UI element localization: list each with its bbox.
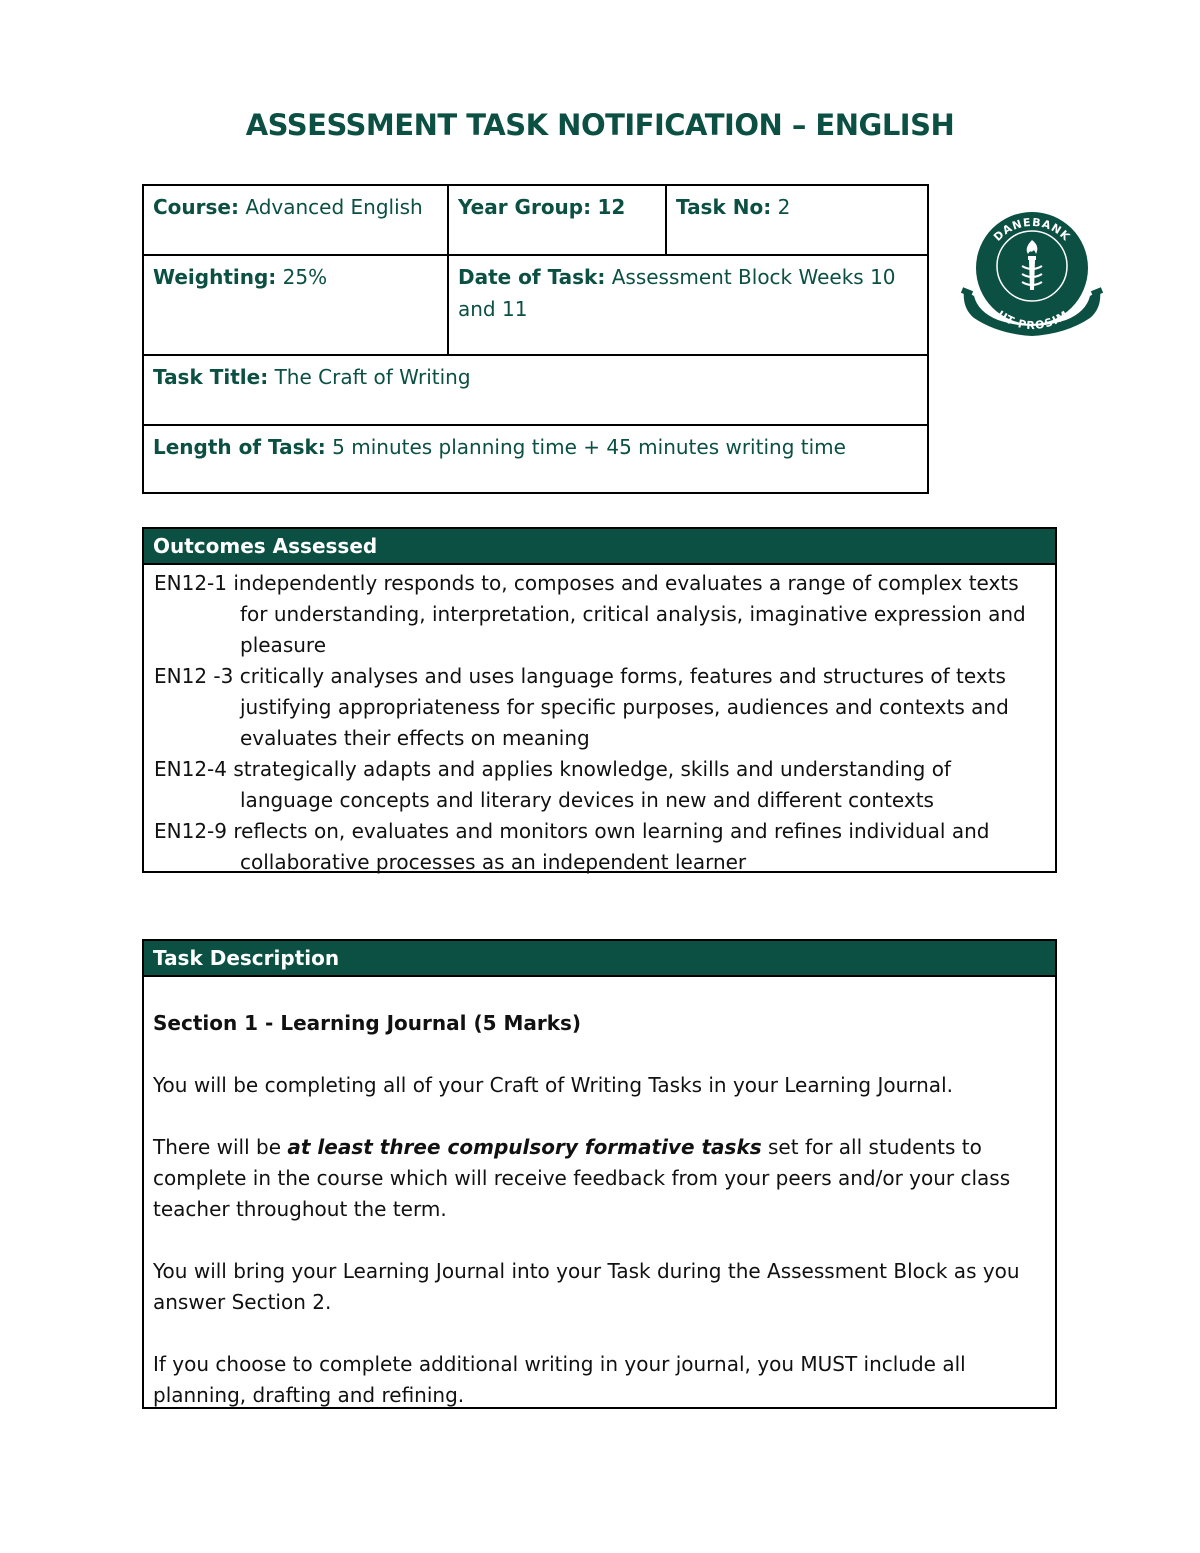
task-paragraph: You will be completing all of your Craft of Writing Tasks in your Learning Journal. [153,1073,953,1097]
outcome-item: EN12-4 strategically adapts and applies knowledge, skills and understanding of language concepts and literary devices in new and different contexts [154,757,951,812]
task-title-label: Task Title: [153,365,269,389]
section-title: Section 1 - Learning Journal (5 Marks) [153,1011,582,1035]
date-label: Date of Task: [458,265,606,289]
course-value: Advanced English [245,195,423,219]
task-text: set for all students to complete in the course which will receive feedback from your peers and/or your class teacher throughout the term. [153,1135,1011,1221]
course-cell [143,185,448,255]
outcomes-heading: Outcomes Assessed [144,529,1055,565]
task-description-panel [142,939,1057,1409]
date-value: Assessment Block Weeks 10 and 11 [458,265,896,321]
task-length-cell [143,425,928,493]
task-title-cell [143,355,928,425]
task-number-value: 2 [777,195,791,219]
outcome-item: EN12 -3 critically analyses and uses language forms, features and structures of texts justifying appropriateness for specific purposes, audiences and contexts and evaluates their effects on meaning [154,664,1009,750]
year-group-cell [448,185,666,255]
school-crest-logo [958,212,1106,342]
task-length-value: 5 minutes planning time + 45 minutes writing time [332,435,846,459]
course-label: Course: [153,195,239,219]
task-number-label: Task No: [676,195,772,219]
crest-top-text: DANEBANK [991,215,1073,244]
year-group-label: Year Group: [458,195,592,219]
task-number-cell [666,185,928,255]
task-title-value: The Craft of Writing [274,365,471,389]
year-group-value: 12 [597,195,626,219]
weighting-cell [143,255,448,355]
outcome-item: EN12-9 reflects on, evaluates and monitors own learning and refines individual and collaborative processes as an independent learner [154,819,990,874]
crest-bottom-text: UT PROSIM [995,307,1071,333]
weighting-value: 25% [282,265,328,289]
page-title: ASSESSMENT TASK NOTIFICATION – ENGLISH [245,108,955,142]
task-length-label: Length of Task: [153,435,326,459]
date-cell [448,255,928,355]
task-info-table [142,184,929,494]
task-emphasis: at least three compulsory formative tasks [287,1135,762,1159]
task-description-heading: Task Description [144,941,1055,977]
task-text: There will be [153,1135,288,1159]
task-paragraph: If you choose to complete additional writing in your journal, you MUST include all planning, drafting and refining. [153,1352,966,1407]
weighting-label: Weighting: [153,265,277,289]
outcome-item: EN12-1 independently responds to, composes and evaluates a range of complex texts for understanding, interpretation, critical analysis, imaginative expression and pleasure [154,571,1026,657]
task-paragraph: You will bring your Learning Journal into your Task during the Assessment Block as you answer Section 2. [153,1259,1020,1314]
task-paragraph [153,1132,1043,1225]
outcomes-panel [142,527,1057,873]
